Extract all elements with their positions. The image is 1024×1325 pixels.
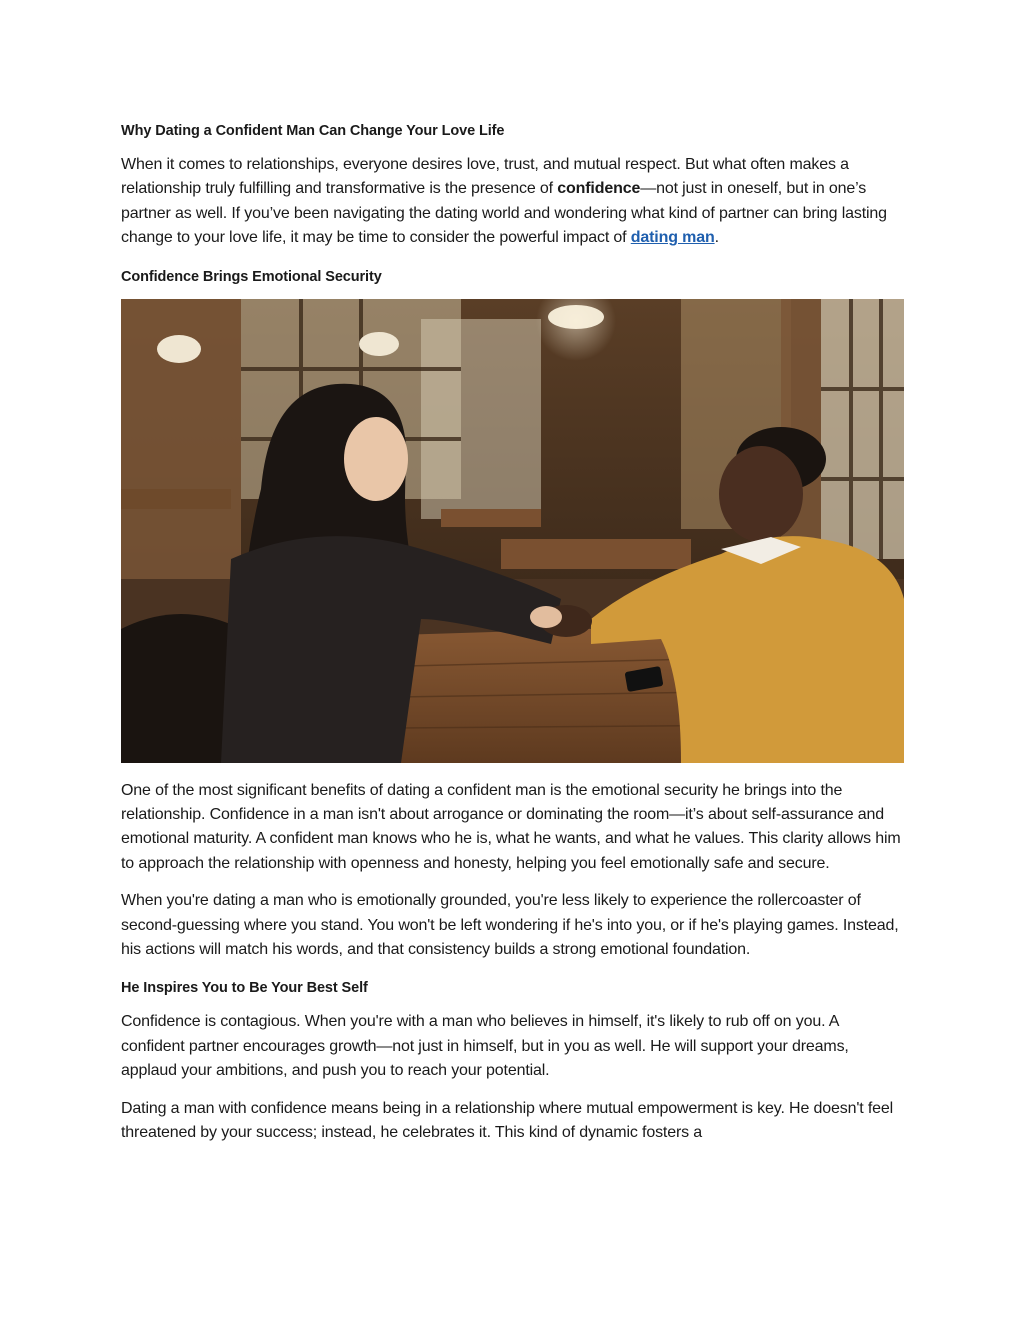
intro-bold-word: confidence (557, 180, 641, 198)
paragraph-emotional-security-1: One of the most significant benefits of dating a confident man is the emotional security he brings into the relationship. Confidence in a man isn't about arrogance or dominating the room—it’s about self-assurance and emotional maturity. A confident man knows who he is, what he wants, and what he values. This clarity allows him to approach the relationship with openness and honesty, helping you feel emotionally safe and secure. (121, 781, 901, 872)
intro-text-1: When it comes to relationships, everyone desires love, trust, and mutual respect. But what often makes a relationship truly fulfilling and transformative is the presence of (121, 156, 849, 198)
section-heading-emotional-security: Confidence Brings Emotional Security (121, 268, 382, 285)
intro-text-2: —not just in oneself, but in one’s partner as well. If you’ve been navigating the dating world and wondering what kind of partner can bring lasting change to your love life, it may be time to consider the powerful impact of (121, 180, 887, 247)
paragraph-best-self-2: Dating a man with confidence means being in a relationship where mutual empowerment is key. He doesn't feel threatened by your success; instead, he celebrates it. This kind of dynamic fosters a (121, 1099, 894, 1142)
couple-handshake-photo (121, 299, 904, 763)
article (121, 118, 905, 1159)
paragraph-emotional-security-2: When you're dating a man who is emotionally grounded, you're less likely to experience the rollercoaster of second-guessing where you stand. You won't be left wondering if he's into you, or if he's playing games. Instead, his actions will match his words, and that consistency builds a strong emotional foundation. (121, 892, 899, 959)
intro-end: . (714, 229, 719, 247)
intro-paragraph (121, 153, 905, 251)
dating-man-link[interactable]: dating man (630, 229, 715, 247)
article-title: Why Dating a Confident Man Can Change Your Love Life (121, 123, 505, 139)
paragraph-best-self-1: Confidence is contagious. When you're with a man who believes in himself, it's likely to rub off on you. A confident partner encourages growth—not just in himself, but in you as well. He will support your dreams, applaud your ambitions, and push you to reach your potential. (121, 1013, 849, 1080)
section-heading-best-self: He Inspires You to Be Your Best Self (121, 980, 368, 997)
